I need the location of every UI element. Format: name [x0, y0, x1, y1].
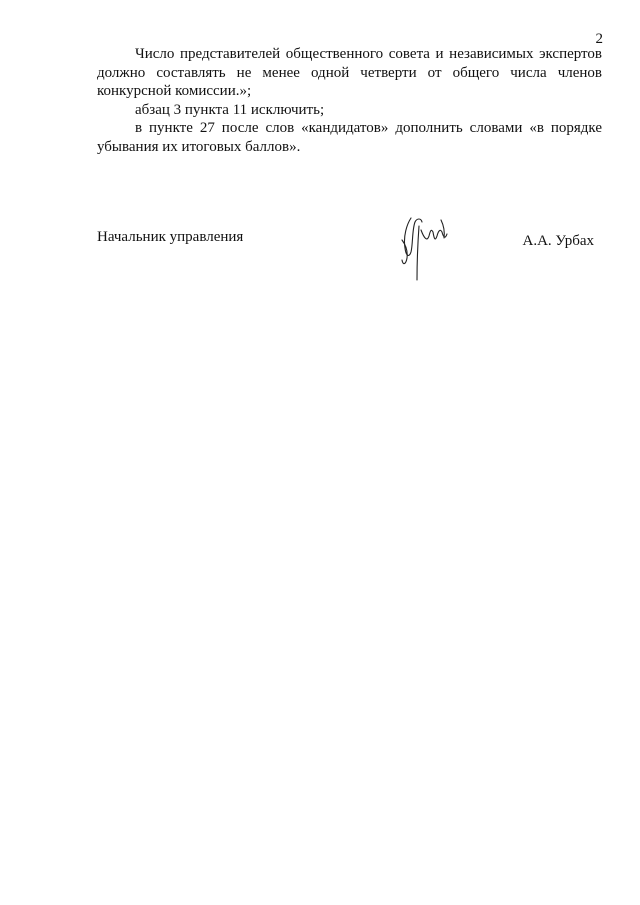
paragraph-exclude-clause: абзац 3 пункта 11 исключить; [135, 101, 325, 118]
paragraph-composition: Число представителей общественного совета и независимых экспертов должно составлять не менее одной четверти от общего числа членов конкурсной комиссии.»; [97, 46, 602, 99]
page-number: 2 [595, 31, 603, 47]
handwritten-signature [397, 210, 457, 285]
document-body [97, 45, 602, 156]
paragraph-amend-clause: в пункте 27 после слов «кандидатов» дополнить словами «в порядке убывания их итоговых баллов». [97, 120, 602, 155]
signatory-position: Начальник управления [97, 229, 244, 245]
signatory-name: А.А. Урбах [522, 233, 594, 249]
signature-block [97, 210, 602, 290]
